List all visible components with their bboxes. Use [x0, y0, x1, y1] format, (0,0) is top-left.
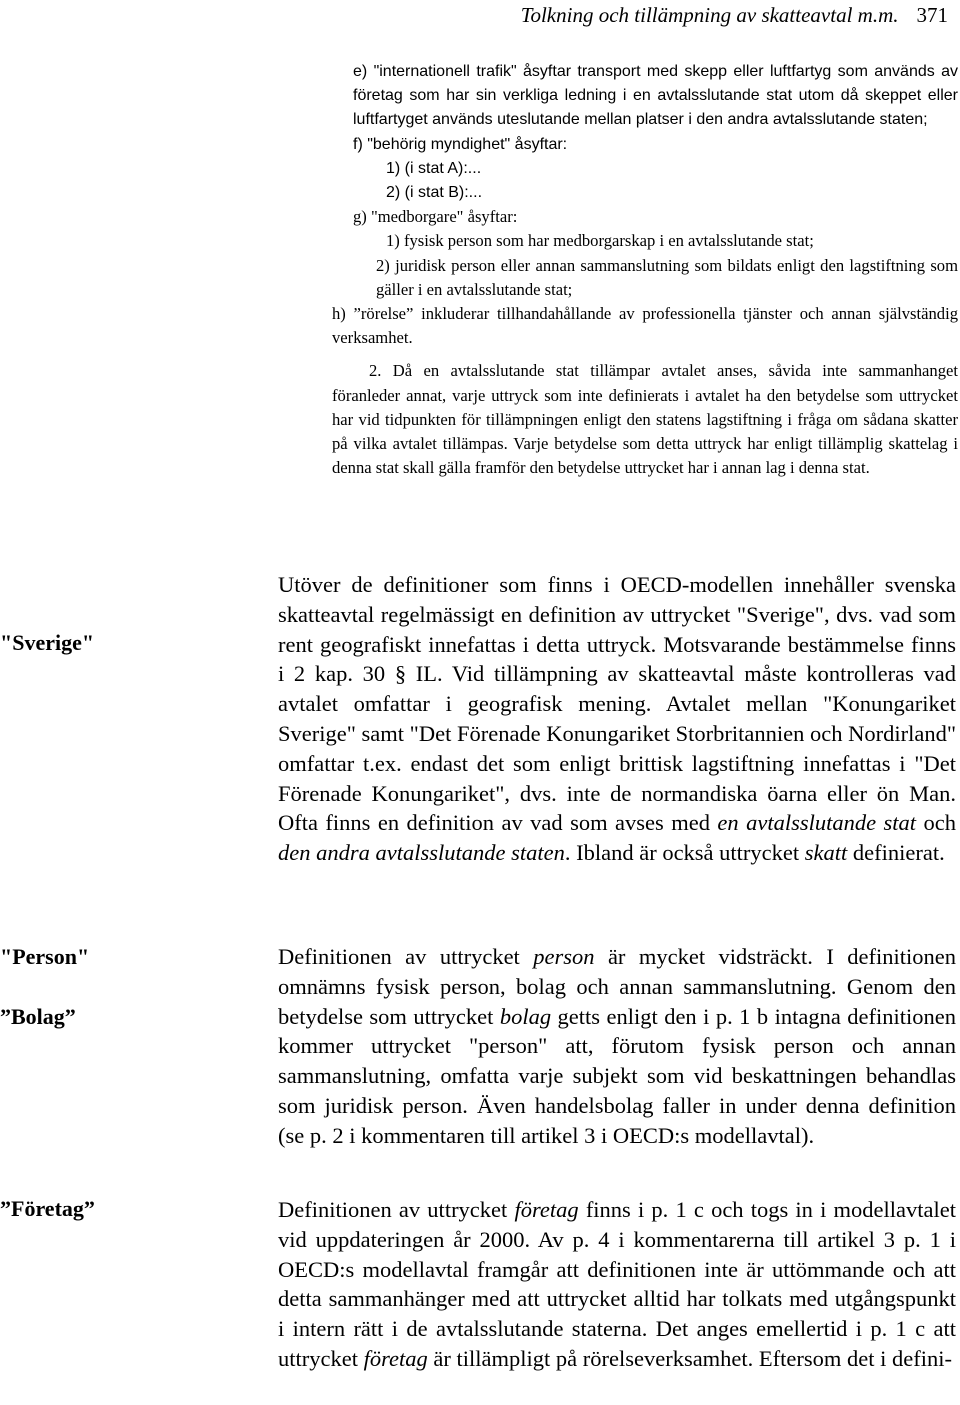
definition-g-2: 2) juridisk person eller annan sammanslutning som bildats enligt den lagstiftning som gäller i en avtalsslutande stat;: [376, 255, 958, 299]
running-title: Tolkning och tillämpning av skatteavtal m.m.: [520, 3, 899, 27]
definition-f-2: 2) (i stat B):...: [386, 184, 483, 202]
definition-f-1: 1) (i stat A):...: [386, 159, 482, 177]
margin-label-sverige: "Sverige": [0, 630, 95, 655]
person-paragraph: Definitionen av uttrycket person är mycket vidsträckt. I definitionen omnämns fysisk person, bolag och annan sammanslutning. Genom den betydelse som uttrycket bolag getts enligt den i p. 1 b intagna definitionen kommer uttrycket "person" att, förutom fysisk person och annan sammanslutning, omfatta varje subjekt som vid beskattningen behandlas som juridisk person. Även handelsbolag faller in under denna definition (se p. 2 i kommentaren till artikel 3 i OECD:s modellavtal).: [278, 944, 957, 1148]
definition-f: f) "behörig myndighet" åsyftar:: [353, 135, 568, 153]
definition-e: e) "internationell trafik" åsyftar transport med skepp eller luftfartyg som används av företag som har sin verkliga ledning i en avtalsslutande stat utom då skeppet eller luftfartyget används uteslutande mellan platser i den andra avtalsslutande staten;: [353, 63, 958, 129]
margin-label-person: "Person": [0, 944, 90, 969]
sverige-paragraph: Utöver de definitioner som finns i OECD-modellen innehåller svenska skatteavtal regelmässigt en definition av uttrycket "Sverige", dvs. vad som rent geografiskt innefattas i detta uttryck. Motsvarande bestämmelse finns i 2 kap. 30 § IL. Vid tillämpning av skatteavtal måste kontrolleras vad avtalet omfattar i geografisk mening. Avtalet mellan "Konungariket Sverige" samt "Det Förenade Konungariket Storbritannien och Nordirland" omfattar t.ex. endast det som enligt brittisk lagstiftning innefattas i "Det Förenade Konungariket", dvs. inte de normandiska öarna eller ön Man. Ofta finns en definition av vad som avses med en avtalsslutande stat och den andra avtalsslutande staten. Ibland är också uttrycket skatt definierat.: [278, 572, 957, 866]
definition-g: g) "medborgare" åsyftar:: [353, 207, 518, 227]
margin-label-bolag: ”Bolag”: [0, 1004, 76, 1029]
page-number: 371: [916, 3, 948, 27]
paragraph-2: 2. Då en avtalsslutande stat tillämpar avtalet anses, såvida inte sammanhanget föranleder annat, varje uttryck som inte definierats i avtalet ha den betydelse som uttrycket har vid tidpunkten för tillämpningen enligt den statens lagstiftning i fråga om sådana skatter på vilka avtalet tillämpas. Varje betydelse som detta uttryck har enligt tillämplig skattelag i denna stat skall gälla framför den betydelse uttrycket har i annan lag i denna stat.: [332, 361, 958, 478]
foretag-paragraph: Definitionen av uttrycket företag finns i p. 1 c och togs in i modellavtalet vid uppdateringen år 2000. Av p. 4 i kommentarerna till artikel 3 p. 1 i OECD:s modellavtal framgår att definitionen inte är uttömmande och att detta sammanhänger med att uttrycket alltid har tolkats med utgångspunkt i intern rätt i de avtalsslutande staterna. Det anges emellertid i p. 1 c att uttrycket företag är tillämpligt på rörelseverksamhet. Eftersom det i defini-: [278, 1197, 956, 1371]
definition-g-1: 1) fysisk person som har medborgarskap i en avtalsslutande stat;: [386, 231, 814, 251]
quoted-treaty-text: [332, 60, 958, 480]
margin-label-foretag: ”Företag”: [0, 1196, 95, 1221]
running-header: [521, 2, 948, 28]
definition-h: h) ”rörelse” inkluderar tillhandahållande av professionella tjänster och annan självständig verksamhet.: [332, 304, 958, 348]
